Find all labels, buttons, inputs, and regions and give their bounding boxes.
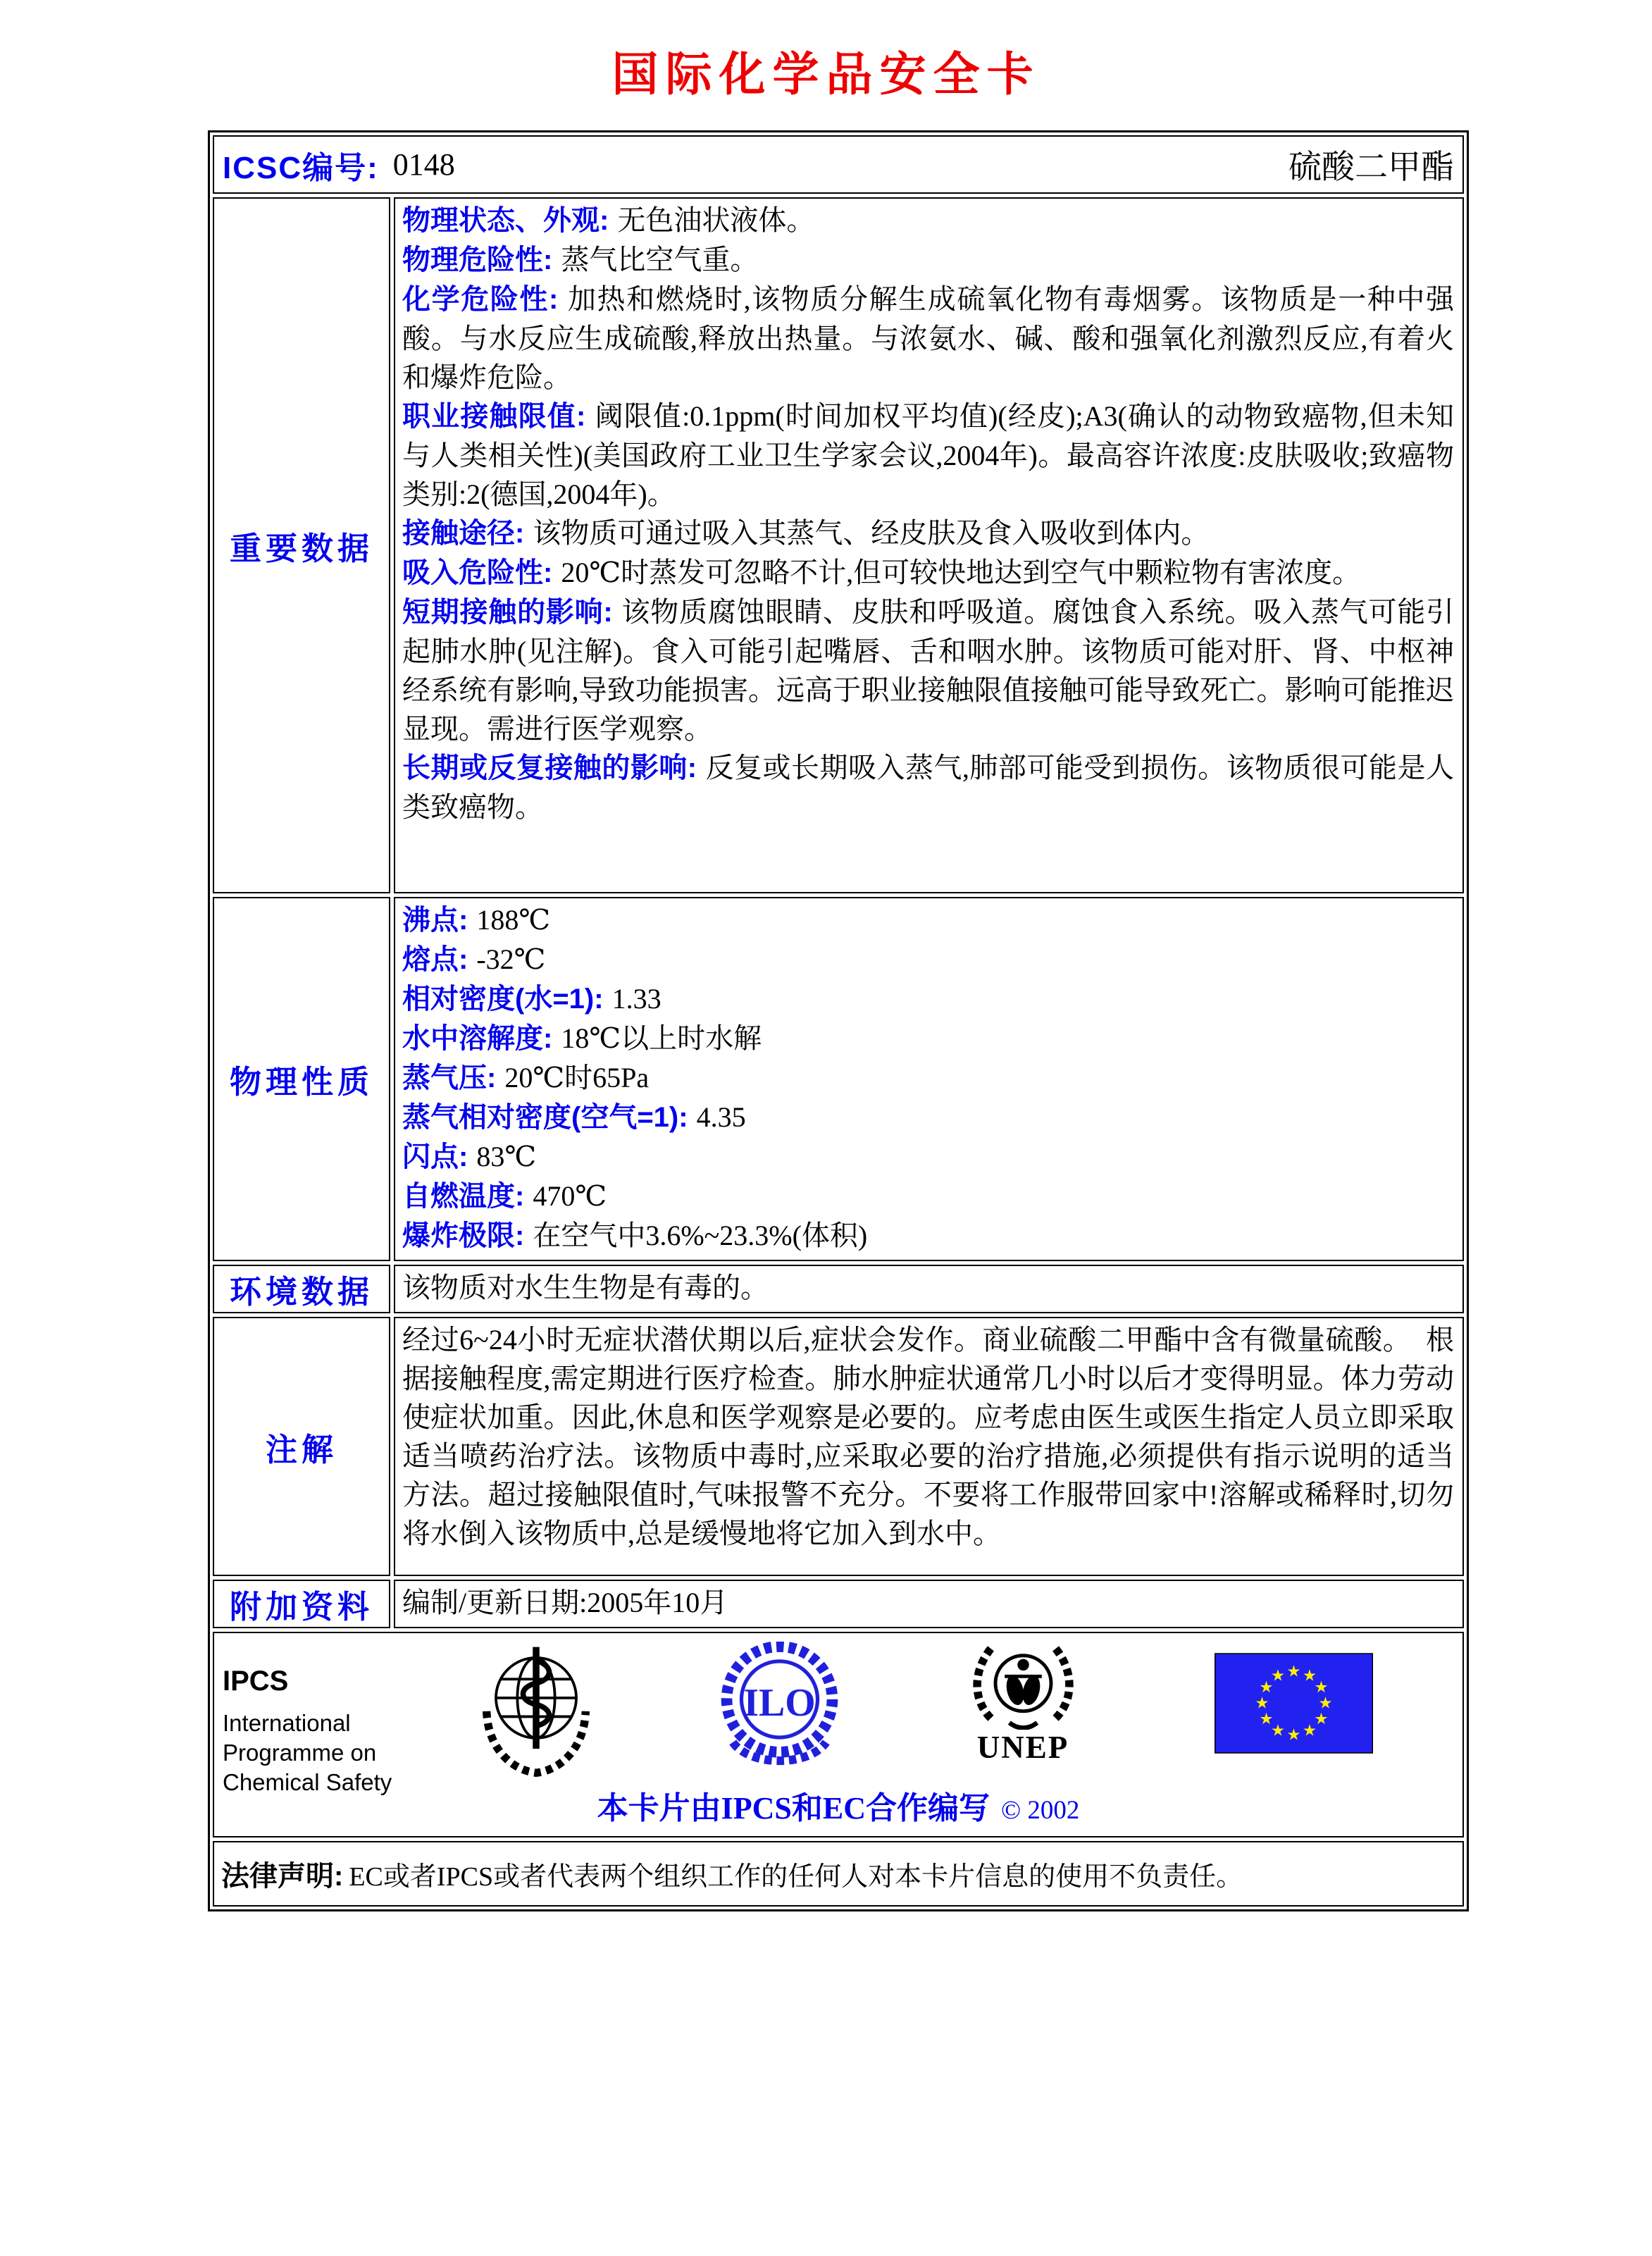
prop-flash-point <box>402 1137 1454 1177</box>
prop-value: 470℃ <box>533 1180 607 1212</box>
svg-text:★: ★ <box>1302 1721 1317 1740</box>
ilo-letters: ILO <box>743 1681 816 1725</box>
header-row <box>213 135 1464 194</box>
field-label: 长期或反复接触的影响: <box>402 752 697 783</box>
prop-label: 蒸气压: <box>402 1062 497 1093</box>
who-icon <box>469 1639 603 1780</box>
prop-relative-density <box>402 979 1454 1019</box>
field-value: 该物质腐蚀眼睛、皮肤和呼吸道。腐蚀食入系统。吸入蒸气可能引起肺水肿(见注解)。食入可能引起嘴唇、舌和咽水肿。该物质可能对肝、肾、中枢神经系统有影响,导致功能损害。远高于职业接触限值接触可能导致死亡。影响可能推迟显现。需进行医学观察。 <box>402 596 1454 745</box>
field-label: 物理状态、外观: <box>402 205 609 236</box>
notes-content <box>394 1317 1464 1576</box>
section-label-text: 重要数据 <box>229 530 373 566</box>
ipcs-line3: Chemical Safety <box>223 1769 392 1795</box>
prop-value: 4.35 <box>696 1101 746 1133</box>
section-label-additional-info <box>213 1580 390 1628</box>
notes-text: 经过6~24小时无症状潜伏期以后,症状会发作。商业硫酸二甲酯中含有微量硫酸。 根据接触程度,需定期进行医疗检查。肺水肿症状通常几小时以后才变得明显。体力劳动使症状加重。因此,休息和医学观察是必要的。应考虑由医生或医生指定人员立即采取适当喷药治疗法。该物质中毒时,应采取必要的治疗措施,必须提供有指示说明的适当方法。超过接触限值时,气味报警不充分。不要将工作服带回家中!溶解或稀释时,切勿将水倒入该物质中,总是缓慢地将它加入到水中。 <box>402 1324 1454 1549</box>
prop-label: 闪点: <box>402 1141 468 1172</box>
field-value: 反复或长期吸入蒸气,肺部可能受到损伤。该物质很可能是人类致癌物。 <box>402 752 1455 823</box>
additional-info-text: 编制/更新日期:2005年10月 <box>402 1587 728 1618</box>
environmental-data-content <box>394 1265 1464 1313</box>
field-value: 该物质可通过吸入其蒸气、经皮肤及食入吸收到体内。 <box>533 517 1210 549</box>
field-value: 蒸气比空气重。 <box>561 244 759 275</box>
unep-icon <box>965 1642 1081 1730</box>
prop-value: 1.33 <box>611 983 662 1015</box>
eu-flag-icon <box>1215 1653 1373 1754</box>
prop-autoignition-temp <box>402 1177 1454 1216</box>
field-short-term-effects <box>402 593 1454 748</box>
card-caption <box>214 1783 1462 1828</box>
field-label: 职业接触限值: <box>402 401 586 432</box>
unep-logo-block <box>962 1642 1083 1766</box>
prop-value: 83℃ <box>476 1141 537 1172</box>
prop-melting-point <box>402 940 1454 979</box>
prop-label: 爆炸极限: <box>402 1220 525 1251</box>
ipcs-text-block <box>223 1666 392 1797</box>
field-long-term-effects <box>402 748 1454 826</box>
icsc-card <box>208 130 1469 1911</box>
substance-name: 硫酸二甲酯 <box>1288 149 1454 186</box>
field-label: 物理危险性: <box>402 244 553 275</box>
prop-value: 18℃以上时水解 <box>561 1022 762 1054</box>
field-value: 加热和燃烧时,该物质分解生成硫氧化物有毒烟雾。该物质是一种中强酸。与水反应生成硫酸,释放出热量。与浓氨水、碱、酸和强氧化剂激烈反应,有着火和爆炸危险。 <box>402 283 1455 393</box>
prop-vapor-pressure <box>402 1058 1454 1098</box>
field-physical-state <box>402 201 1454 240</box>
svg-text:★: ★ <box>1259 1678 1274 1697</box>
prop-label: 水中溶解度: <box>402 1023 553 1054</box>
prop-label: 相对密度(水=1): <box>402 984 604 1015</box>
prop-label: 熔点: <box>402 944 468 975</box>
field-value: 20℃时蒸发可忽略不计,但可较快地达到空气中颗粒物有害浓度。 <box>561 557 1361 588</box>
legal-row <box>213 1841 1464 1907</box>
ipcs-line1: International <box>223 1710 351 1736</box>
prop-value: 188℃ <box>476 904 551 936</box>
field-value: 无色油状液体。 <box>617 204 815 236</box>
svg-text:★: ★ <box>1286 1662 1301 1681</box>
legal-text: EC或者IPCS或者代表两个组织工作的任何人对本卡片信息的使用不负责任。 <box>349 1862 1243 1892</box>
important-data-row <box>213 197 1464 893</box>
unep-wordmark: UNEP <box>976 1730 1069 1765</box>
prop-explosive-limits <box>402 1216 1454 1256</box>
legal-cell <box>213 1841 1464 1907</box>
field-exposure-limit <box>402 397 1454 514</box>
prop-vapor-density <box>402 1098 1454 1137</box>
prop-label: 自燃温度: <box>402 1181 525 1212</box>
section-label-text: 物理性质 <box>229 1064 373 1100</box>
prop-label: 蒸气相对密度(空气=1): <box>402 1102 688 1133</box>
svg-text:★: ★ <box>1302 1666 1317 1685</box>
ipcs-acronym: IPCS <box>223 1666 289 1697</box>
ilo-icon <box>718 1642 841 1775</box>
field-label: 接触途径: <box>402 518 525 549</box>
section-label-important-data <box>213 197 390 893</box>
environmental-data-text: 该物质对水生生物是有毒的。 <box>402 1272 769 1303</box>
logos-cell <box>213 1632 1464 1837</box>
legal-label: 法律声明: <box>221 1861 344 1892</box>
header-cell <box>213 135 1464 194</box>
notes-row <box>213 1317 1464 1576</box>
icsc-number-label: ICSC编号: <box>223 150 379 185</box>
caption-text: 本卡片由IPCS和EC合作编写 <box>597 1791 990 1826</box>
section-label-environmental-data <box>213 1265 390 1313</box>
prop-value: 20℃时65Pa <box>504 1062 650 1093</box>
svg-text:★: ★ <box>1314 1678 1329 1697</box>
section-label-physical-properties <box>213 897 390 1261</box>
field-label: 短期接触的影响: <box>402 597 613 628</box>
field-chemical-hazard <box>402 280 1454 397</box>
physical-properties-content <box>394 897 1464 1261</box>
svg-text:★: ★ <box>1286 1725 1301 1744</box>
field-label: 化学危险性: <box>402 284 559 315</box>
page-title: 国际化学品安全卡 <box>611 49 1041 101</box>
svg-text:★: ★ <box>1255 1694 1269 1713</box>
physical-properties-row <box>213 897 1464 1261</box>
environmental-data-row <box>213 1265 1464 1313</box>
icsc-number-value: 0148 <box>392 147 455 182</box>
legal-paragraph <box>221 1854 1243 1894</box>
svg-text:★: ★ <box>1270 1721 1286 1740</box>
field-physical-hazard <box>402 240 1454 280</box>
logos-row <box>213 1632 1464 1837</box>
section-label-text: 环境数据 <box>229 1274 373 1310</box>
important-data-content <box>394 197 1464 893</box>
svg-text:★: ★ <box>1270 1666 1286 1685</box>
ipcs-line2: Programme on <box>223 1740 377 1766</box>
svg-text:★: ★ <box>1259 1709 1274 1728</box>
prop-value: -32℃ <box>476 943 546 975</box>
additional-info-row <box>213 1580 1464 1628</box>
section-label-notes <box>213 1317 390 1576</box>
field-value: 阈限值:0.1ppm(时间加权平均值)(经皮);A3(确认的动物致癌物,但未知与人类相关性)(美国政府工业卫生学家会议,2004年)。最高容许浓度:皮肤吸收;致癌物类别:2(德国,2004年)。 <box>402 400 1454 510</box>
field-inhalation-risk <box>402 553 1454 593</box>
additional-info-content <box>394 1580 1464 1628</box>
prop-boiling-point <box>402 900 1454 940</box>
svg-text:★: ★ <box>1318 1694 1333 1713</box>
section-label-text: 附加资料 <box>229 1589 373 1625</box>
prop-label: 沸点: <box>402 905 468 936</box>
section-label-text: 注解 <box>265 1431 337 1468</box>
prop-water-solubility <box>402 1019 1454 1058</box>
caption-copyright: © 2002 <box>1001 1796 1080 1825</box>
field-label: 吸入危险性: <box>402 557 553 588</box>
prop-value: 在空气中3.6%~23.3%(体积) <box>533 1220 868 1251</box>
svg-text:★: ★ <box>1314 1709 1329 1728</box>
field-exposure-route <box>402 514 1454 553</box>
